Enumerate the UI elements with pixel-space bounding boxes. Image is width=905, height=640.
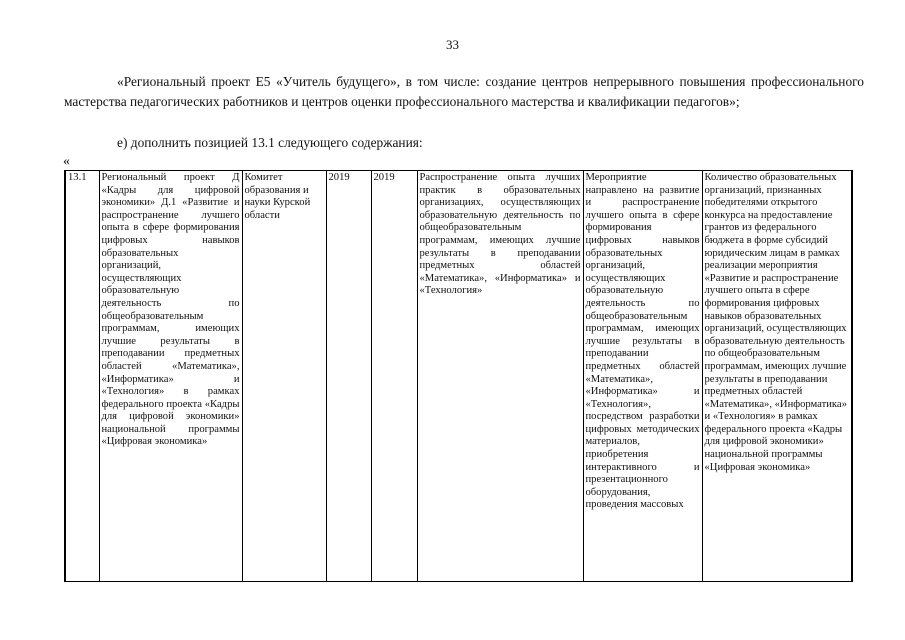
paragraph-regional-project: «Региональный проект E5 «Учитель будущего», в том числе: создание центров непрерывного повышения профессионального мастерства педагогических работников и центров оценки профессионального мастерства и квалификации педагогов»;	[64, 74, 864, 109]
cell-number: 13.1	[65, 171, 99, 582]
cell-indicator: Количество образовательных организаций, признанных победителями открытого конкурса на предоставление грантов из федерального бюджета в форме субсидий юридическим лицам в рамках реализации мероприятия «Развитие и распространение лучшего опыта в сфере формирования цифровых навыков образовательных организаций, осуществляющих образовательную деятельность по общеобразовательным программам, имеющих лучшие результаты в преподавании предметных областей «Математика», «Информатика» и «Технология» в рамках федерального проекта «Кадры для цифровой экономики» национальной программы «Цифровая экономика»	[702, 171, 852, 582]
cell-content: Распространение опыта лучших практик в образовательных организациях, осуществляющих образовательную деятельность по общеобразовательным программам, имеющих лучшие результаты в преподавании предметных областей «Математика», «Информатика» и «Технология»	[417, 171, 583, 582]
paragraph-addition: е) дополнить позицией 13.1 следующего содержания:	[117, 135, 423, 150]
program-table	[64, 170, 853, 582]
cell-responsible: Комитет образования и науки Курской области	[242, 171, 326, 582]
table-row	[65, 171, 852, 582]
page-number: 33	[446, 37, 459, 52]
opening-quote: «	[63, 154, 70, 169]
cell-project: Региональный проект Д «Кадры для цифровой экономики» Д.1 «Развитие и распространение лучшего опыта в сфере формирования цифровых навыков образовательных организаций, осуществляющих образовательную деятельность по общеобразовательным программам, имеющих лучшие результаты в преподавании предметных областей «Математика», «Информатика» и «Технология» в рамках федерального проекта «Кадры для цифровой экономики» национальной программы «Цифровая экономика»	[99, 171, 242, 582]
cell-measure: Мероприятие направлено на развитие и распространение лучшего опыта в сфере формирования цифровых навыков образовательных организаций, осуществляющих образовательную деятельность по общеобразовательным программам, имеющих лучшие результаты в преподавании предметных областей «Математика», «Информатика» и «Технология», посредством разработки цифровых методических материалов, приобретения интерактивного и презентационного оборудования, проведения массовых	[583, 171, 702, 582]
cell-year-end: 2019	[371, 171, 417, 582]
cell-year-start: 2019	[326, 171, 371, 582]
